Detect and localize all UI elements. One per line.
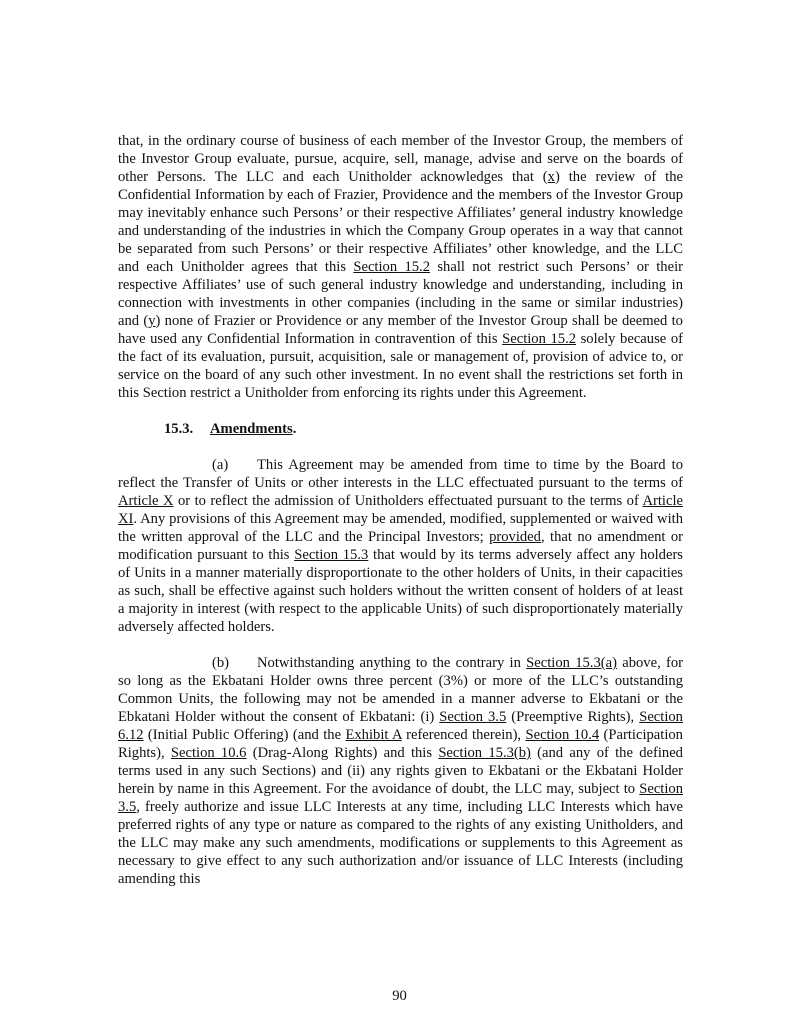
text-run: (and any of the defined terms used in any such Sections) and (ii) any rights given to Ekbatani or the Ekbatani Holder herein by name in this Agreement. For the avoidance of doubt, the LLC may, subject to — [118, 745, 683, 797]
section-reference: Section 15.3(b) — [438, 745, 531, 761]
text-run: . Any provisions of this Agreement may be amended, modified, supplemented or waived with the written approval of the LLC and the Principal Investors; — [118, 511, 683, 545]
section-title-suffix: . — [292, 421, 297, 437]
text-run: (Initial Public Offering) (and the — [143, 727, 346, 743]
text-run: ) none of Frazier or Providence or any member of the Investor Group shall be deemed to have used any Confidential Information in contravention of this — [118, 313, 683, 347]
section-reference: Section 15.2 — [353, 259, 431, 275]
exhibit-reference: Exhibit A — [345, 727, 402, 743]
text-run: , that no amendment or modification pursuant to this — [118, 529, 683, 563]
text-run: solely because of the fact of its evaluation, pursuit, acquisition, sale or management of, provision of advice to, or service on the board of any such other investment. In no event shall the restrictions set forth in this Section restrict a Unitholder from enforcing its rights under this Agreement. — [118, 331, 683, 401]
section-reference: Section 3.5 — [118, 781, 683, 815]
section-reference: Section 10.4 — [525, 727, 600, 743]
clause-marker-x: x — [547, 169, 555, 185]
section-heading — [118, 420, 683, 438]
section-reference: Section 3.5 — [439, 709, 507, 725]
section-title: Amendments — [210, 421, 293, 437]
text-run: or to reflect the admission of Unitholders effectuated pursuant to the terms of — [173, 493, 643, 509]
text-run: that would by its terms adversely affect any holders of Units in a manner materially disproportionate to the other holders of Units, in their capacities as such, shall be effective against such holders without the written consent of holders of at least a majority in interest (with respect to the applicable Units) of such disproportionately materially adversely affected holders. — [118, 547, 683, 635]
section-reference: Section 15.2 — [502, 331, 577, 347]
text-run: This Agreement may be amended from time to time by the Board to reflect the Transfer of Units or other interests in the LLC effectuated pursuant to the terms of — [118, 457, 683, 491]
continuation-paragraph — [118, 132, 683, 402]
provided-term: provided — [489, 529, 541, 545]
text-run: (Preemptive Rights), — [506, 709, 640, 725]
clause-marker-y: y — [148, 313, 156, 329]
paragraph-label: (b) — [212, 655, 230, 671]
section-reference: Section 15.3(a) — [526, 655, 617, 671]
section-reference: Section 10.6 — [170, 745, 247, 761]
document-page — [118, 132, 683, 888]
page-number: 90 — [392, 988, 407, 1004]
text-run: ) the review of the Confidential Information by each of Frazier, Providence and the members of the Investor Group may inevitably enhance such Persons’ or their respective Affiliates’ general industry knowledge and understanding of the industries in which the Company Group operates in a way that cannot be separated from such Persons’ or their respective Affiliates’ other knowledge, and the LLC and each Unitholder agrees that this — [118, 169, 683, 275]
section-number: 15.3. — [164, 421, 194, 437]
text-run: , freely authorize and issue LLC Interests at any time, including LLC Interests which have preferred rights of any type or nature as compared to the rights of any existing Unitholders, and the LLC may make any such amendments, modifications or supplements to this Agreement as necessary to give effect to any such authorization and/or issuance of LLC Interests (including amending this — [118, 799, 683, 887]
text-run: above, for so long as the Ekbatani Holder owns three percent (3%) or more of the LLC’s outstanding Common Units, the following may not be amended in a manner adverse to Ekbatani or the Ebkatani Holder without the consent of Ekbatani: (i) — [118, 655, 684, 725]
text-run: (Participation Rights), — [118, 727, 683, 761]
section-reference: Section 6.12 — [118, 709, 683, 743]
text-run: (Drag-Along Rights) and this — [246, 745, 439, 761]
article-reference: Article XI — [118, 493, 683, 527]
article-reference: Article X — [118, 493, 174, 509]
text-run: shall not restrict such Persons’ or their respective Affiliates’ use of such general industry knowledge and understanding, including in connection with investments in other companies (including in the same or similar industries) and ( — [118, 259, 683, 329]
text-run: referenced therein), — [401, 727, 526, 743]
paragraph-b — [118, 654, 683, 888]
text-run: that, in the ordinary course of business of each member of the Investor Group, the members of the Investor Group evaluate, pursue, acquire, sell, manage, advise and serve on the boards of other Persons. The LLC and each Unitholder acknowledges that ( — [118, 133, 683, 185]
text-run: Notwithstanding anything to the contrary in — [257, 655, 527, 671]
paragraph-a — [118, 456, 683, 636]
section-reference: Section 15.3 — [294, 547, 369, 563]
paragraph-label: (a) — [212, 457, 229, 473]
